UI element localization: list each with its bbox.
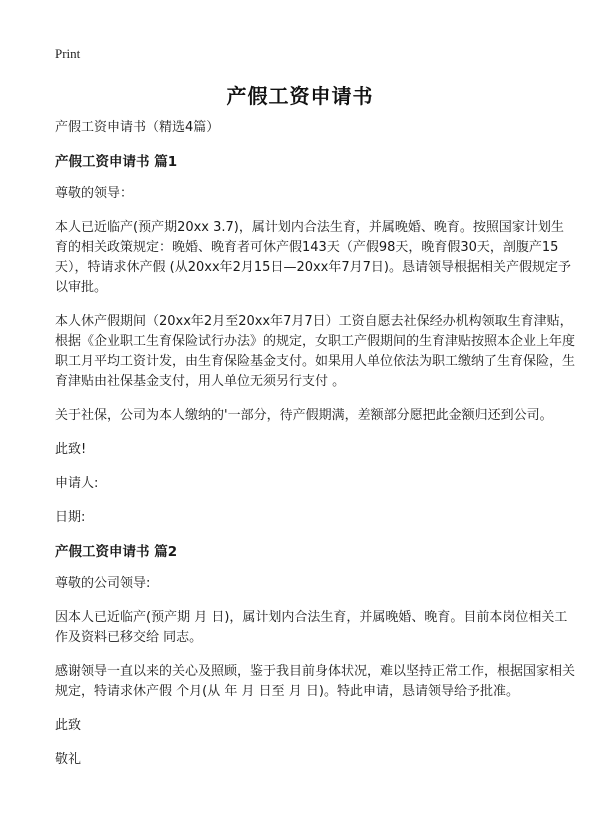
document-body: [55, 118, 575, 784]
document-title: 产假工资申请书: [226, 84, 374, 108]
paragraph: 因本人已近临产(预产期 月 日)，属计划内合法生育，并属晚婚、晚育。目前本岗位相关工作及资料已移交给 同志。: [55, 610, 568, 645]
section-heading: 产假工资申请书 篇1: [55, 154, 178, 170]
paragraph: 本人已近临产(预产期20xx 3.7)，属计划内合法生育，并属晚婚、晚育。按照国家计划生育的相关政策规定：晚婚、晚育者可休产假143天（产假98天，晚育假30天，剖腹产15天），特请求休产假 (从20xx年2月15日—20xx年7月7日)。恳请领导根据相关产假规定予以审批。: [55, 220, 571, 295]
applicant-label: 申请人:: [55, 476, 99, 491]
paragraph: 感谢领导一直以来的关心及照顾，鉴于我目前身体状况，难以坚持正常工作，根据国家相关规定，特请求休产假 个月(从 年 月 日至 月 日)。特此申请，恳请领导给予批准。: [55, 664, 576, 699]
greeting: 尊敬的公司领导:: [55, 576, 151, 591]
section-heading: 产假工资申请书 篇2: [55, 544, 178, 560]
date-label: 日期:: [55, 510, 86, 525]
regards: 敬礼: [55, 752, 82, 767]
paragraph: 本人休产假期间（20xx年2月至20xx年7月7日）工资自愿去社保经办机构领取生育津贴，根据《企业职工生育保险试行办法》的规定，女职工产假期间的生育津贴按照本企业上年度职工月平均工资计发，由生育保险基金支付。如果用人单位依法为职工缴纳了生育保险，生育津贴由社保基金支付，用人单位无须另行支付 。: [55, 314, 576, 389]
document-subtitle: 产假工资申请书（精选4篇）: [55, 120, 220, 135]
print-link[interactable]: Print: [55, 46, 81, 61]
closing: 此致: [55, 718, 82, 733]
closing: 此致!: [55, 442, 87, 457]
paragraph: 关于社保，公司为本人缴纳的'一部分，待产假期满，差额部分愿把此金额归还到公司。: [55, 408, 553, 423]
greeting: 尊敬的领导：: [55, 186, 134, 201]
